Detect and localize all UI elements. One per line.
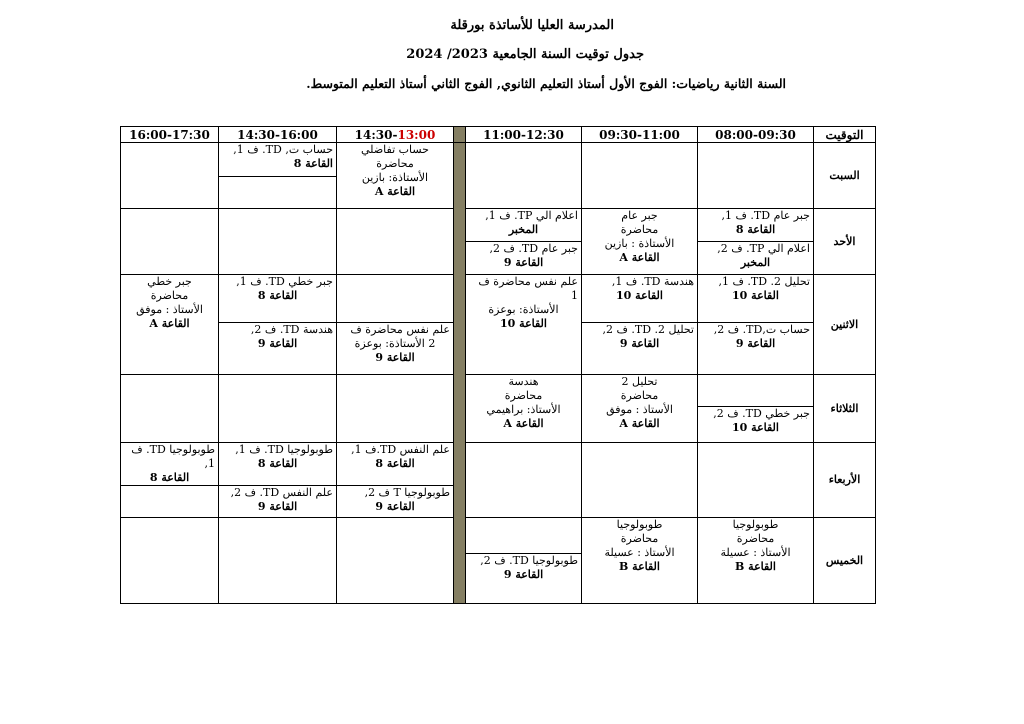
row-thursday-top xyxy=(121,518,876,554)
cell-sun-s4 xyxy=(337,209,454,275)
day-wednesday: الأربعاء xyxy=(814,443,876,518)
slot-header-4: 14:30-13:00 xyxy=(337,127,454,143)
cell-wed-s3 xyxy=(466,443,582,518)
day-tuesday: الثلاثاء xyxy=(814,375,876,443)
cell-mon-s1-top: تحليل 2. TD. ف 1, القاعة 10 xyxy=(698,275,814,323)
day-saturday: السبت xyxy=(814,143,876,209)
cell-sun-s6 xyxy=(121,209,219,275)
cell-tue-s1-top xyxy=(698,375,814,407)
cell-mon-s4-top xyxy=(337,275,454,323)
cell-mon-s3: علم نفس محاضرة ف 1 الأستاذة: بوعزة القاعة 10 xyxy=(466,275,582,375)
cell-wed-s6-bottom xyxy=(121,486,219,518)
corner-cell: التوقيت xyxy=(814,127,876,143)
row-wednesday-top xyxy=(121,443,876,486)
cell-wed-s6-top: طوبولوجيا TD. ف 1, القاعة 8 xyxy=(121,443,219,486)
day-monday: الاثنين xyxy=(814,275,876,375)
cell-mon-s5-bottom: هندسة TD. ف 2, القاعة 9 xyxy=(219,323,337,375)
timetable xyxy=(120,126,876,604)
day-sunday: الأحد xyxy=(814,209,876,275)
row-sunday-top xyxy=(121,209,876,242)
day-thursday: الخميس xyxy=(814,518,876,604)
cell-thu-s6 xyxy=(121,518,219,604)
cell-sat-s1 xyxy=(698,143,814,209)
cell-sat-s5-bottom xyxy=(219,177,337,209)
school-name: المدرسة العليا للأساتذة بورقلة xyxy=(450,18,614,33)
cell-mon-s2-bottom: تحليل 2. TD. ف 2, القاعة 9 xyxy=(582,323,698,375)
timetable-subtitle: السنة الثانية رياضيات: الفوج الأول أستاذ التعليم الثانوي, الفوج الثاني أستاذ التعليم المتوسط. xyxy=(306,76,786,91)
cell-sat-s6 xyxy=(121,143,219,209)
cell-sun-s5 xyxy=(219,209,337,275)
slot-header-2: 09:30-11:00 xyxy=(582,127,698,143)
cell-sat-s2 xyxy=(582,143,698,209)
cell-wed-s4-top: علم النفس TD.ف 1, القاعة 8 xyxy=(337,443,454,486)
cell-sun-s3-bottom: جبر عام TD. ف 2, القاعة 9 xyxy=(466,242,582,275)
cell-wed-s2 xyxy=(582,443,698,518)
slot-header-3: 11:00-12:30 xyxy=(466,127,582,143)
timetable-title: جدول توقيت السنة الجامعية 2023/ 2024 xyxy=(406,47,644,62)
cell-tue-s5 xyxy=(219,375,337,443)
cell-thu-s2: طوبولوجيا محاضرة الأستاذ : عسيلة القاعة B xyxy=(582,518,698,604)
cell-tue-s6 xyxy=(121,375,219,443)
cell-thu-s5 xyxy=(219,518,337,604)
cell-mon-s6: جبر خطي محاضرة الأستاذ : موفق القاعة A xyxy=(121,275,219,375)
row-monday-top xyxy=(121,275,876,323)
cell-wed-s1 xyxy=(698,443,814,518)
lunch-break-bar xyxy=(454,143,466,604)
cell-sat-s4: حساب تفاضلي محاضرة الأستاذة: بازين القاعة A xyxy=(337,143,454,209)
cell-wed-s5-top: طوبولوجيا TD. ف 1, القاعة 8 xyxy=(219,443,337,486)
cell-wed-s5-bottom: علم النفس TD. ف 2, القاعة 9 xyxy=(219,486,337,518)
cell-thu-s3-top xyxy=(466,518,582,554)
cell-sun-s1-top: جبر عام TD. ف 1, القاعة 8 xyxy=(698,209,814,242)
cell-tue-s4 xyxy=(337,375,454,443)
cell-sat-s3 xyxy=(466,143,582,209)
slot-header-6: 16:00-17:30 xyxy=(121,127,219,143)
cell-sun-s1-bottom: اعلام الي TP. ف 2, المخبر xyxy=(698,242,814,275)
slot-header-4-start: 13:00 xyxy=(397,127,436,142)
slot-header-5: 14:30-16:00 xyxy=(219,127,337,143)
cell-mon-s4-bottom: علم نفس محاضرة ف 2 الأستاذة: بوعزة القاعة 9 xyxy=(337,323,454,375)
cell-sun-s2: جبر عام محاضرة الأستاذة : بازين القاعة A xyxy=(582,209,698,275)
row-saturday-top xyxy=(121,143,876,177)
cell-mon-s2-top: هندسة TD. ف 1, القاعة 10 xyxy=(582,275,698,323)
cell-sun-s3-top: اعلام الي TP. ف 1, المخبر xyxy=(466,209,582,242)
cell-tue-s2: تحليل 2 محاضرة الأستاذ : موفق القاعة A xyxy=(582,375,698,443)
header-row xyxy=(121,127,876,143)
cell-mon-s5-top: جبر خطي TD. ف 1, القاعة 8 xyxy=(219,275,337,323)
cell-tue-s3: هندسة محاضرة الأستاذ: براهيمي القاعة A xyxy=(466,375,582,443)
cell-thu-s3-bottom: طوبولوجيا TD. ف 2, القاعة 9 xyxy=(466,554,582,604)
lunch-break-bar xyxy=(454,127,466,143)
cell-tue-s1-bottom: جبر خطي TD. ف 2, القاعة 10 xyxy=(698,407,814,443)
cell-mon-s1-bottom: حساب ت,TD. ف 2, القاعة 9 xyxy=(698,323,814,375)
cell-sat-s5: حساب ت, TD. ف 1, القاعة 8 xyxy=(219,143,337,177)
row-tuesday-top xyxy=(121,375,876,407)
cell-thu-s1: طوبولوجيا محاضرة الأستاذ : عسيلة القاعة B xyxy=(698,518,814,604)
cell-thu-s4 xyxy=(337,518,454,604)
slot-header-1: 08:00-09:30 xyxy=(698,127,814,143)
cell-wed-s4-bottom: طوبولوجيا T ف 2, القاعة 9 xyxy=(337,486,454,518)
